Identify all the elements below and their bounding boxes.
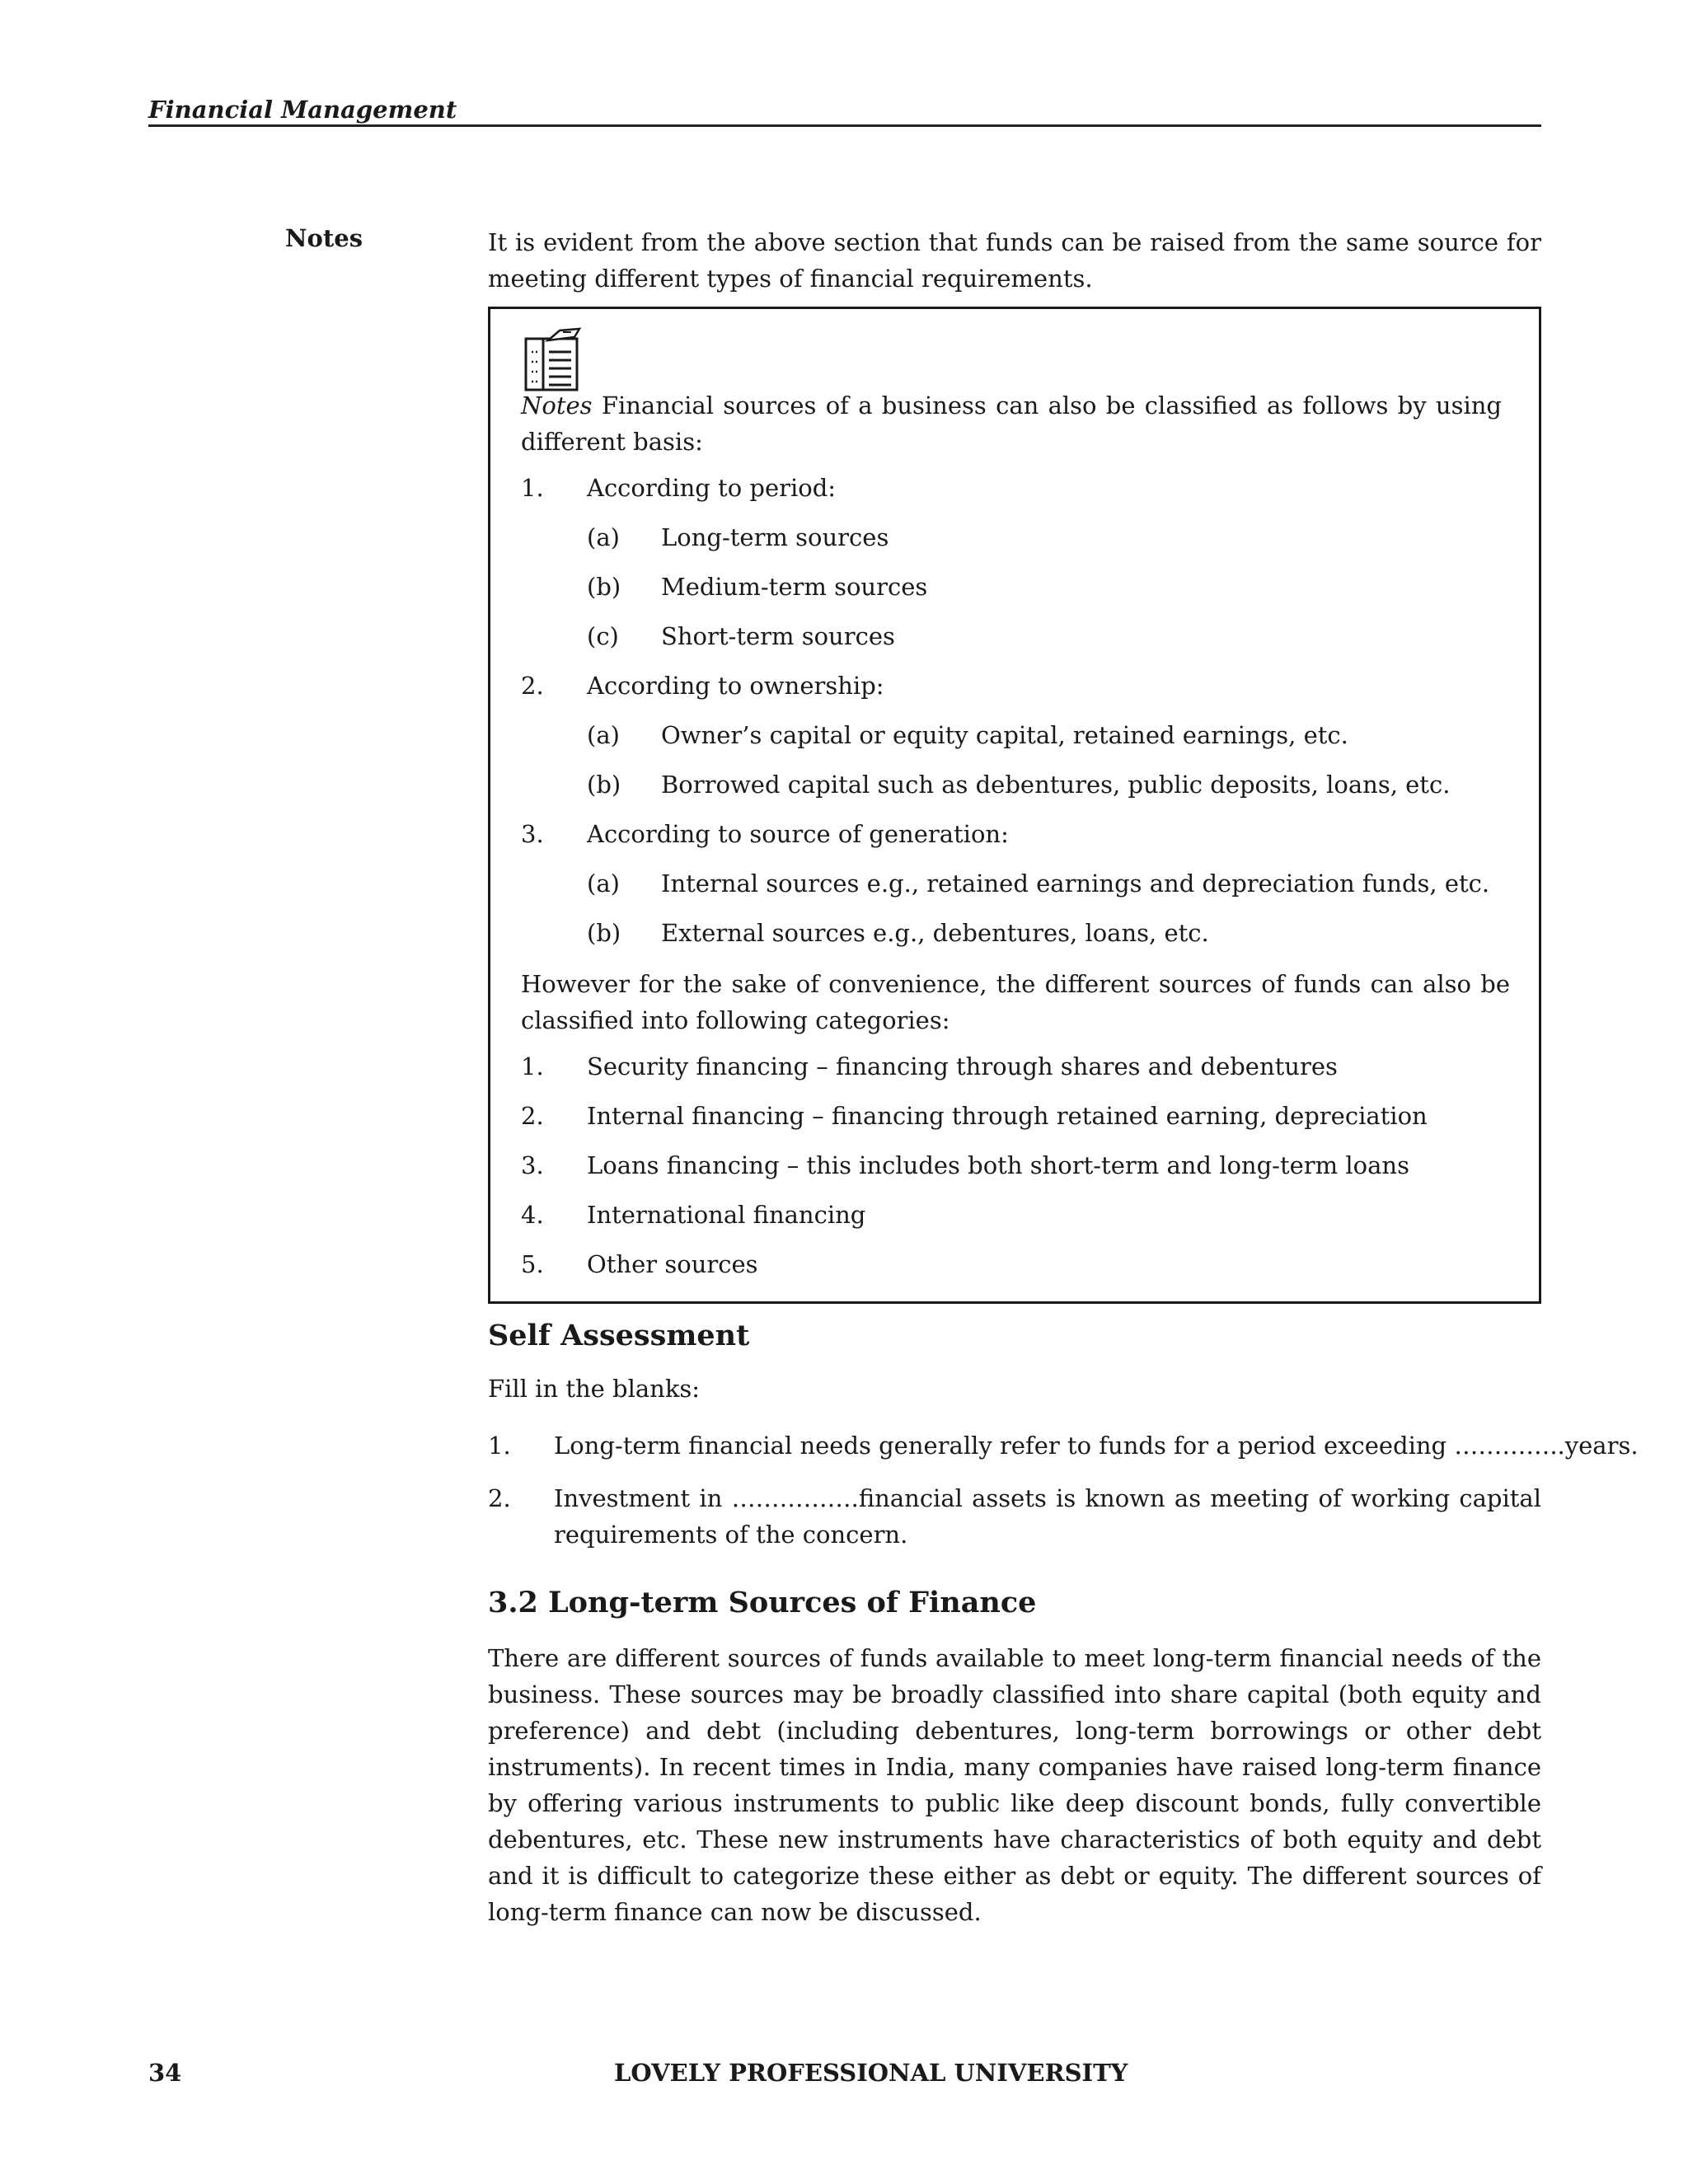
notes-item-letter: (b) (587, 919, 621, 947)
category-text: Loans financing – this includes both short-term and long-term loans (587, 1151, 1409, 1179)
category-number: 3. (521, 1151, 544, 1179)
margin-notes-label: Notes (285, 224, 363, 252)
category-text: Security financing – financing through shares and debentures (587, 1052, 1338, 1080)
notes-group-number: 2. (521, 672, 544, 700)
notes-item-text: Medium-term sources (661, 573, 928, 601)
category-number: 5. (521, 1250, 544, 1278)
question-number: 2. (488, 1484, 511, 1512)
notes-item-text: Internal sources e.g., retained earnings and depreciation funds, etc. (661, 869, 1490, 898)
notes-item-letter: (a) (587, 721, 620, 749)
notes-box-lead-text: Financial sources of a business can also be classified as follows by using different basis: (521, 391, 1502, 456)
notes-box-lead (521, 387, 1502, 460)
notes-item-letter: (a) (587, 523, 620, 551)
notes-group-number: 1. (521, 474, 544, 502)
category-number: 2. (521, 1102, 544, 1130)
notes-box-label: Notes (521, 391, 593, 419)
question-item (488, 1427, 1639, 1464)
category-text: Internal financing – financing through retained earning, depreciation (587, 1102, 1428, 1130)
notes-item-text: Long-term sources (661, 523, 889, 551)
category-text: Other sources (587, 1250, 758, 1278)
notes-group-number: 3. (521, 820, 544, 848)
intro-paragraph: It is evident from the above section that funds can be raised from the same source for meeting different types of financial requirements. (488, 228, 1541, 293)
category-number: 4. (521, 1201, 544, 1229)
section-body-paragraph: There are different sources of funds available to meet long-term financial needs of the business. These sources may be broadly classified into share capital (both equity and preference) and debt (including debentures, long-term borrowings or other debt instruments). In recent times in India, many companies have raised long-term finance by offering various instruments to public like deep discount bonds, fully convertible debentures, etc. These new instruments have characteristics of both equity and debt and it is difficult to categorize these either as debt or equity. The different sources of long-term finance can now be discussed. (488, 1644, 1541, 1926)
notes-item-text: External sources e.g., debentures, loans, etc. (661, 919, 1209, 947)
question-item (488, 1480, 1541, 1553)
question-text: Long-term financial needs generally refer to funds for a period exceeding …………..years. (554, 1432, 1639, 1460)
notes-item-letter: (a) (587, 869, 620, 898)
notes-item-text: Short-term sources (661, 622, 895, 650)
notes-however-paragraph: However for the sake of convenience, the different sources of funds can also be classified into following categories: (521, 970, 1510, 1034)
header-rule (148, 124, 1541, 127)
notes-item-letter: (b) (587, 771, 621, 799)
question-text: Investment in …………….financial assets is known as meeting of working capital requirements of the concern. (554, 1484, 1541, 1549)
footer-university: LOVELY PROFESSIONAL UNIVERSITY (614, 2059, 1128, 2087)
notes-item-text: Borrowed capital such as debentures, public deposits, loans, etc. (661, 771, 1451, 799)
self-assessment-heading: Self Assessment (488, 1319, 750, 1352)
section-heading: 3.2 Long-term Sources of Finance (488, 1586, 1037, 1619)
notes-item-letter: (c) (587, 622, 619, 650)
notes-group-title: According to ownership: (587, 672, 884, 700)
notes-group-title: According to source of generation: (587, 820, 1009, 848)
page-number: 34 (148, 2059, 182, 2087)
notes-icon (523, 327, 583, 393)
notes-group-title: According to period: (587, 474, 837, 502)
running-header-title: Financial Management (148, 96, 457, 124)
self-assessment-instruction: Fill in the blanks: (488, 1375, 701, 1403)
question-number: 1. (488, 1432, 511, 1460)
category-text: International financing (587, 1201, 866, 1229)
notes-item-letter: (b) (587, 573, 621, 601)
category-number: 1. (521, 1052, 544, 1080)
notes-item-text: Owner’s capital or equity capital, retained earnings, etc. (661, 721, 1348, 749)
